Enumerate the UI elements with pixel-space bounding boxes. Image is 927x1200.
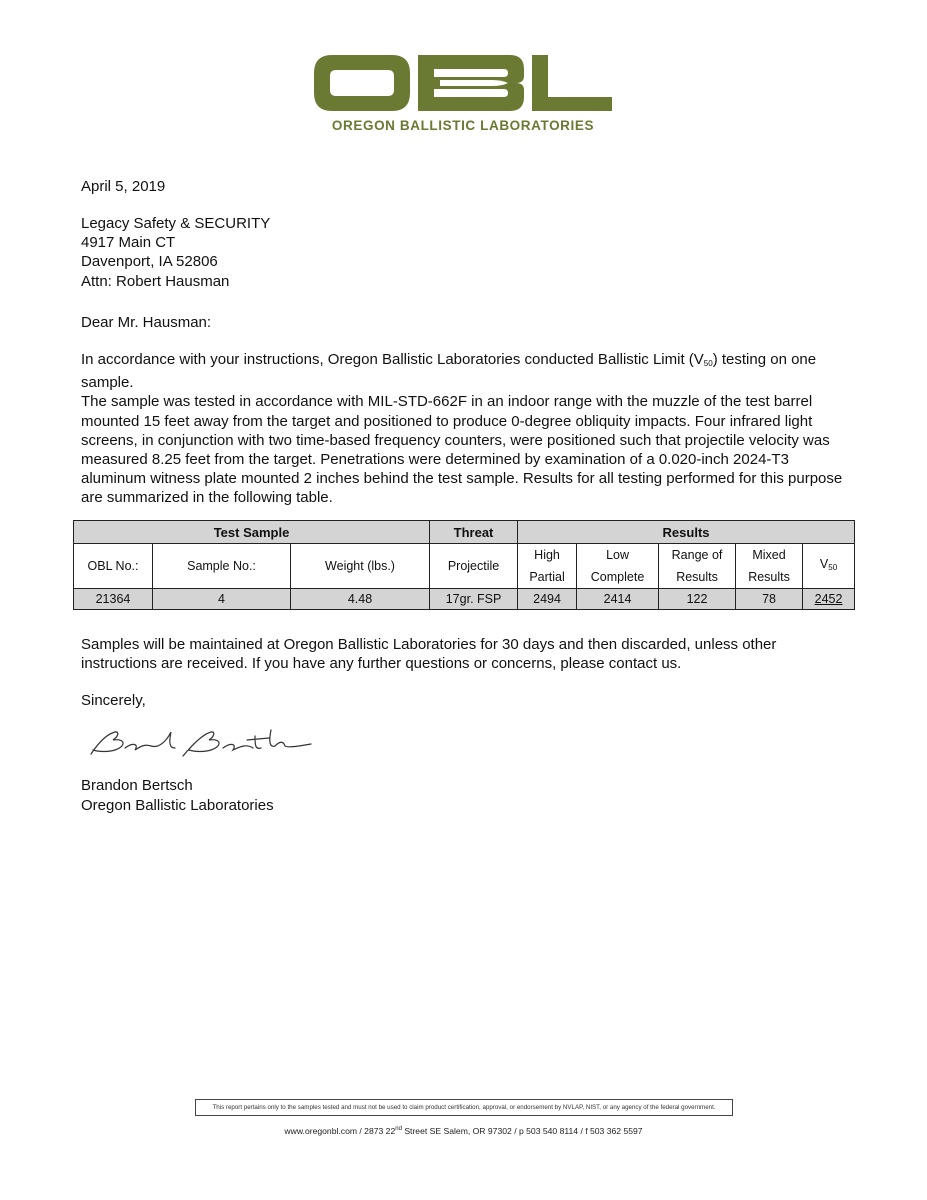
footer-contact: www.oregonbl.com / 2873 22nd Street SE Salem, OR 97302 / p 503 540 8114 / f 503 362 5597 bbox=[284, 1126, 643, 1136]
header-obl-no: OBL No.: bbox=[74, 544, 153, 589]
company-name: OREGON BALLISTIC LABORATORIES bbox=[331, 118, 595, 133]
header-low-complete: Low Complete bbox=[577, 544, 659, 589]
sign-off: Sincerely, bbox=[81, 692, 146, 709]
cell-projectile: 17gr. FSP bbox=[430, 589, 518, 610]
cell-low-complete: 2414 bbox=[577, 589, 659, 610]
salutation: Dear Mr. Hausman: bbox=[81, 314, 212, 331]
obl-logo-mark bbox=[310, 52, 616, 114]
cell-range: 122 bbox=[659, 589, 736, 610]
obl-logo bbox=[310, 52, 616, 133]
recipient-address bbox=[81, 214, 270, 291]
letter-date: April 5, 2019 bbox=[81, 178, 166, 195]
cell-mixed: 78 bbox=[736, 589, 803, 610]
address-line: Legacy Safety & SECURITY bbox=[81, 215, 271, 232]
address-line: Davenport, IA 52806 bbox=[81, 253, 218, 271]
closing-note: Samples will be maintained at Oregon Ballistic Laboratories for 30 days and then discarded, unless other instructions are received. If you have any further questions or concerns, please contact us. bbox=[81, 636, 777, 673]
table-header-row bbox=[74, 544, 855, 589]
table-row bbox=[74, 589, 855, 610]
header-high-partial: High Partial bbox=[518, 544, 577, 589]
group-threat: Threat bbox=[430, 521, 518, 544]
header-weight: Weight (lbs.) bbox=[291, 544, 430, 589]
cell-obl-no: 21364 bbox=[74, 589, 153, 610]
header-mixed-results: Mixed Results bbox=[736, 544, 803, 589]
signer-org: Oregon Ballistic Laboratories bbox=[81, 796, 274, 814]
header-v50: $V_{50}$ bbox=[803, 544, 855, 589]
cell-v50: 2452 bbox=[803, 589, 855, 610]
letter-body bbox=[81, 350, 856, 508]
table-group-row bbox=[74, 521, 855, 544]
header-range-of-results: Range of Results bbox=[659, 544, 736, 589]
cell-sample-no: 4 bbox=[153, 589, 291, 610]
signer-name: Brandon Bertsch bbox=[81, 777, 193, 794]
group-results: Results bbox=[518, 521, 855, 544]
footer-disclaimer: This report pertains only to the samples tested and must not be used to claim product certification, approval, or endorsement by NVLAP, NIST, or any agency of the federal government. bbox=[195, 1099, 733, 1116]
cell-weight: 4.48 bbox=[291, 589, 430, 610]
address-line: 4917 Main CT bbox=[81, 234, 176, 252]
signer-block bbox=[81, 776, 274, 815]
results-table bbox=[73, 520, 855, 610]
header-projectile: Projectile bbox=[430, 544, 518, 589]
header-sample-no: Sample No.: bbox=[153, 544, 291, 589]
body-paragraph-2: The sample was tested in accordance with MIL-STD-662F in an indoor range with the muzzle of the test barrel mounted 15 feet away from the target and positioned to produce 0-degree obliquity impacts. Four infrared light screens, in conjunction with two time-based frequency counters, were positioned such that projectile velocity was measured 8.25 feet from the target. Penetrations were determined by examination of a 0.020-inch 2024-T3 aluminum witness plate mounted 2 inches behind the test sample. Results for all testing performed for this purpose are summarized in the following table. bbox=[81, 393, 843, 507]
address-line: Attn: Robert Hausman bbox=[81, 272, 230, 290]
cell-high-partial: 2494 bbox=[518, 589, 577, 610]
body-paragraph-1: In accordance with your instructions, Oregon Ballistic Laboratories conducted Ballistic Limit $(V_{50})$ testing on one sample. bbox=[81, 351, 817, 392]
handwritten-signature bbox=[85, 724, 315, 764]
group-test-sample: Test Sample bbox=[74, 521, 430, 544]
